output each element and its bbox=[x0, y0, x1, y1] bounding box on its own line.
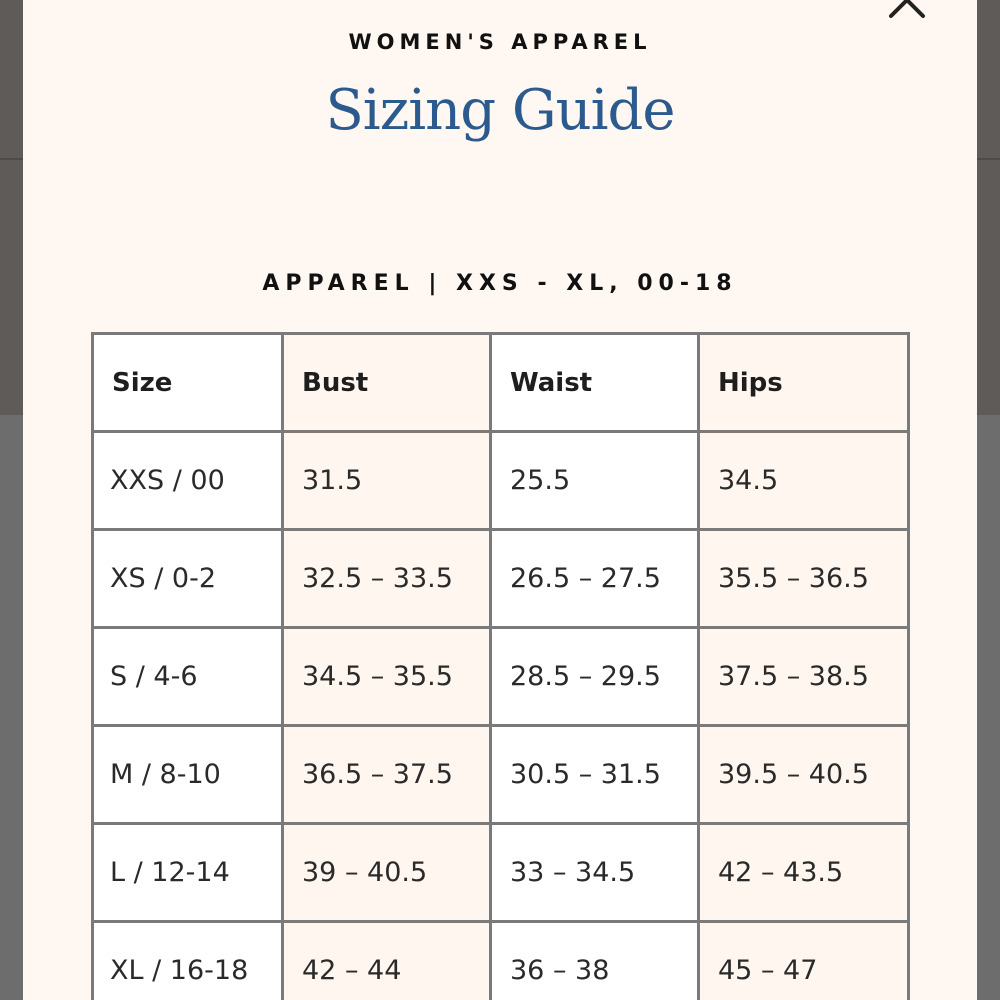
cell-bust: 39 – 40.5 bbox=[283, 824, 491, 922]
cell-waist: 33 – 34.5 bbox=[491, 824, 699, 922]
header-size: Size bbox=[93, 334, 283, 432]
header-waist: Waist bbox=[491, 334, 699, 432]
cell-size: XS / 0-2 bbox=[93, 530, 283, 628]
cell-hips: 34.5 bbox=[699, 432, 909, 530]
cell-hips: 37.5 – 38.5 bbox=[699, 628, 909, 726]
table-row bbox=[93, 726, 909, 824]
table-header-row bbox=[93, 334, 909, 432]
modal-eyebrow: WOMEN'S APPAREL bbox=[348, 30, 652, 54]
cell-hips: 45 – 47 bbox=[699, 922, 909, 1000]
cell-size: M / 8-10 bbox=[93, 726, 283, 824]
table-row bbox=[93, 628, 909, 726]
cell-size: S / 4-6 bbox=[93, 628, 283, 726]
cell-hips: 35.5 – 36.5 bbox=[699, 530, 909, 628]
cell-size: XXS / 00 bbox=[93, 432, 283, 530]
cell-bust: 31.5 bbox=[283, 432, 491, 530]
cell-waist: 25.5 bbox=[491, 432, 699, 530]
cell-waist: 36 – 38 bbox=[491, 922, 699, 1000]
modal-title: Sizing Guide bbox=[325, 78, 675, 143]
table-subtitle: APPAREL | XXS - XL, 00-18 bbox=[262, 271, 738, 296]
cell-waist: 28.5 – 29.5 bbox=[491, 628, 699, 726]
cell-waist: 30.5 – 31.5 bbox=[491, 726, 699, 824]
sizing-guide-modal bbox=[23, 0, 977, 1000]
cell-bust: 42 – 44 bbox=[283, 922, 491, 1000]
cell-hips: 42 – 43.5 bbox=[699, 824, 909, 922]
table-row bbox=[93, 530, 909, 628]
size-chart-table bbox=[91, 332, 910, 1000]
cell-size: XL / 16-18 bbox=[93, 922, 283, 1000]
header-hips: Hips bbox=[699, 334, 909, 432]
close-icon bbox=[885, 0, 929, 22]
cell-size: L / 12-14 bbox=[93, 824, 283, 922]
header-bust: Bust bbox=[283, 334, 491, 432]
cell-hips: 39.5 – 40.5 bbox=[699, 726, 909, 824]
cell-bust: 34.5 – 35.5 bbox=[283, 628, 491, 726]
cell-waist: 26.5 – 27.5 bbox=[491, 530, 699, 628]
table-row bbox=[93, 922, 909, 1000]
cell-bust: 36.5 – 37.5 bbox=[283, 726, 491, 824]
table-row bbox=[93, 824, 909, 922]
table-row bbox=[93, 432, 909, 530]
close-button[interactable] bbox=[885, 0, 929, 22]
cell-bust: 32.5 – 33.5 bbox=[283, 530, 491, 628]
